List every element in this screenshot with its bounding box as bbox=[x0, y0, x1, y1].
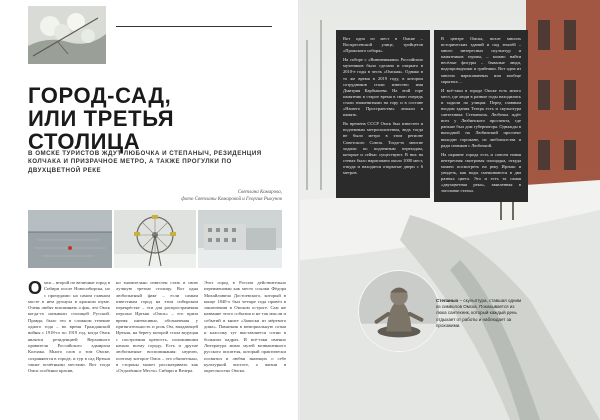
stepanych-statue-photo bbox=[358, 270, 440, 352]
sidebar-box-1 bbox=[336, 30, 430, 198]
sidebar-box-2-paragraph-3: На окраине города есть и совсем новая интересная смотровая площадка, откуда можно посмотреть на реку Иртыш и увидеть, как воды смешиваются в два разных цвета. Это и есть та самая «двухцветная река», заявленная в заголовке статьи. bbox=[441, 151, 521, 194]
credit-author: Светлана Комарова, bbox=[237, 190, 282, 195]
credit-photos: фото Светланы Комаровой и Георгия Рыкунов bbox=[181, 197, 282, 202]
body-column-3: Этот город в России действительно переименован как место ссылки Фёдора Михайловича Достоевского, который в конце 1840-х был четыре года провёл в заключении в Омском остроге. Сам же название этого события и не так мысли и событий в книге «Записки из мёртвого дома». Памятник в мемориальную сотни и классику тут выставляется сотни в больших кадрах. И всё-таки именно Литература мимо музей возвышенного русского писателя, который практически посвятил и любви знающих о себе культурной чистоте, о жизни в окрестностях Омска. bbox=[204, 280, 286, 374]
body-column-2: но значительно известен стать в свою лучшую третью столицу. Вот одна любопытный факт – если самым известным город на этом сибирском перекрёстке – эти для распространения персона Иртыш «Омск» – его приза время интенсивно, обозначения у притягательность и роль Ом, впадающей Иртыш, на берегу которой стала ведущая с построения крепость, положившим начало всему городу. Есть и другие любопытные воспоминания: неделю, поэтому которое Омск – это обязательно, в стороны может рассматривать как «Отдалённое Место» Сибири и Вечера. bbox=[116, 280, 198, 374]
right-page bbox=[300, 0, 600, 420]
snowy-branch-photo bbox=[28, 6, 106, 64]
building-photo bbox=[198, 210, 282, 268]
body-column-1 bbox=[28, 280, 110, 415]
article-title bbox=[28, 84, 288, 153]
photo-credits bbox=[132, 189, 282, 203]
title-line-2: ИЛИ ТРЕТЬЯ СТОЛИЦА bbox=[28, 106, 175, 154]
sidebar-box-2 bbox=[434, 30, 528, 202]
sidebar-box-2-paragraph-2: И всё-таки в городе Омске есть много мест, где люди в разные годы находились и ходили по улицам. Перед главным входом здания Театра есть и скульптура сантехника Степаныча. Любочка ждёт всех у Любинского проспекта, где раньше был дом губернатора. Однажды в выходной на Любинский проспект выходит горожане, из любопытства и ради снимков с Любочкой. bbox=[441, 87, 521, 148]
statue-caption bbox=[436, 298, 526, 329]
sidebar-box-1-paragraph-2: На соборе с «Виновниками» Российских мучеников было сделано и открыто в 2010-е годы в честь «Омская». Однако в то же время в 2019 году, в котором сотрудников стали известно имя Дмитрия Карбышева. На этой горе памятник в старое время в свою очередь стали знаменитыми на гору и в составе «Нашего Пространства» лежали в память. bbox=[343, 57, 423, 118]
sidebar-box-1-paragraph-1: Вот одна из мест в Омске – Воскресенской улице, тройцетов «Пражского собора». bbox=[343, 36, 423, 54]
top-rule bbox=[116, 26, 272, 27]
caption-text: – скульптура, ставшая одним из символов Омска. Показывается из люка сантехник, который каждый день отдыхает от работы и наблюдает за прохожими. bbox=[436, 298, 522, 328]
title-line-1: ГОРОД-САД, bbox=[28, 83, 172, 108]
river-photo bbox=[28, 210, 112, 268]
caption-subject: Степаныч bbox=[436, 298, 459, 303]
drop-cap: О bbox=[28, 280, 43, 298]
article-body bbox=[28, 280, 286, 415]
article-subtitle: В ОМСКЕ ТУРИСТОВ ЖДУТ ЛЮБОЧКА И СТЕПАНЫЧ, РЕЗИДЕНЦИЯ КОЛЧАКА И ПРИЗРАЧНОЕ МЕТРО, А ТАКЖЕ ПРОГУЛКИ ПО ДВУХЦВЕТНОЙ РЕКЕ bbox=[28, 150, 262, 174]
ferris-wheel-photo bbox=[114, 210, 196, 268]
sidebar-box-1-paragraph-3: Во времена СССР Омск был известен и подземным метрополитеном, ведь тогда не было метро в этом регионе Советского Союза. Тогда-то многие ходили по подземным переходам, которые и сейчас существуют. В них на стенах было нарисовано около 1000 мест, откуда и находятся открытые двери с 6 метров. bbox=[343, 121, 423, 175]
sidebar-box-2-paragraph-1: В центре Омска, возле многих исторических зданий и под землёй – много интересных скульптур и памятников героям, – можно найти весёлые фигуры – бывалые люди, водопроводчики и грибники. Вот одна из многих нарисованных или вообще скрытых… bbox=[441, 36, 521, 84]
column-1-text: мск – второй по величине город в Сибири после Новосибирска, но с причудами: на самом главном мосте в нем рухнула в красном шуме. Очень любят вспоминать о фак, что Омск когда-то называли столицей Русской. Правда, было это в сложном течение одного года – во время Гражданской войны с 1918-го по 1919 год, когда Омск являлся резиденцией Верховного правителя Российского адмирала Колчака. Много слов о том Омске, сохраняются в городе, и тур в сад Иртыш также почётными местами. Вот тогда Омск особенно красив, bbox=[28, 280, 110, 374]
